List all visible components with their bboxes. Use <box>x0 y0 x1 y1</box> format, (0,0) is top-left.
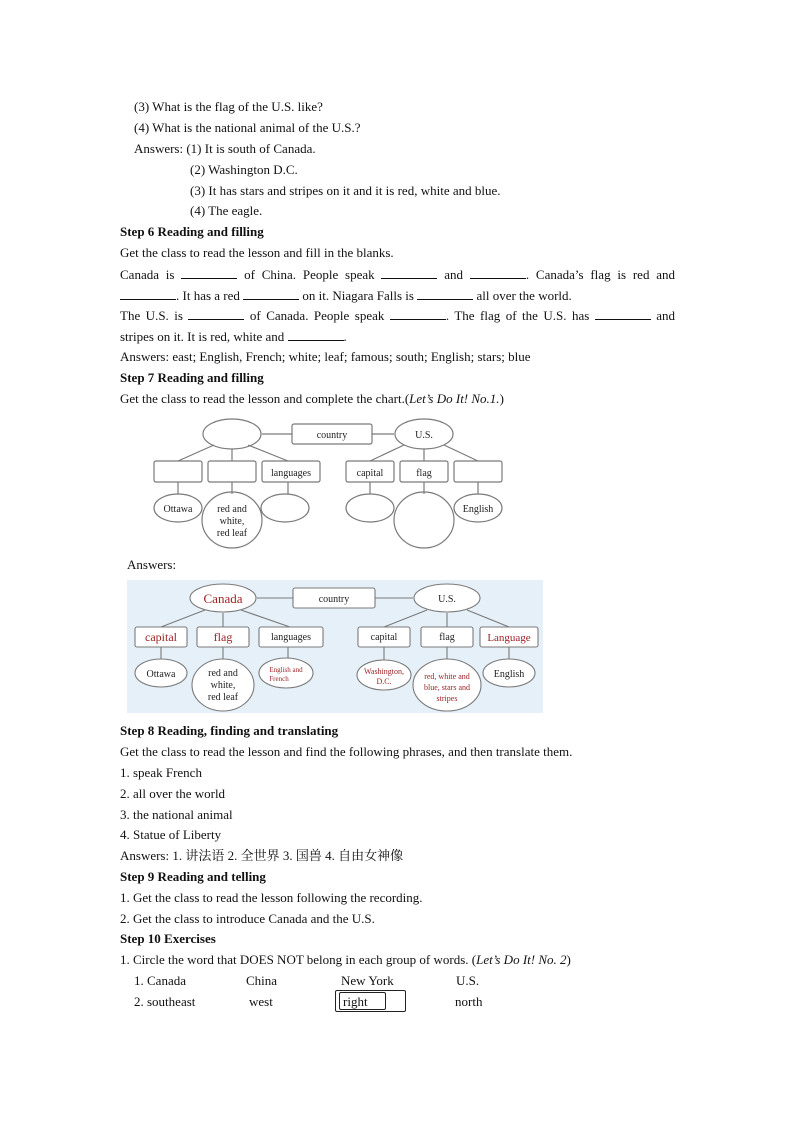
chart-label: capital <box>370 632 398 643</box>
text: and <box>444 267 464 282</box>
chart-label: English and <box>269 666 303 674</box>
text: on it. Niagara Falls is <box>302 288 414 303</box>
exercise-word: north <box>455 994 483 1009</box>
text: . The flag of the U.S. has <box>445 308 590 323</box>
chart-label: country <box>318 594 350 605</box>
chart-label: blue, stars and <box>424 683 470 692</box>
exercise-word: west <box>249 994 273 1009</box>
answer-4: (4) The eagle. <box>190 203 263 218</box>
exercise-word: China <box>246 973 278 988</box>
exercise-word: New York <box>341 973 394 988</box>
chart-label: flag <box>439 632 455 643</box>
blank <box>595 307 651 320</box>
chart-label: Washington, <box>363 667 405 676</box>
text: The U.S. is <box>120 308 183 323</box>
chart-label: white, <box>210 680 236 691</box>
chart-label: Canada <box>203 591 243 606</box>
chart-label: English <box>462 504 494 515</box>
blank <box>390 307 446 320</box>
text: . <box>343 329 347 344</box>
text: of Canada. People speak <box>249 308 385 323</box>
chart-label: French <box>269 675 289 683</box>
step10-instruction <box>120 952 571 968</box>
answer-2: (2) Washington D.C. <box>190 162 298 177</box>
chart-label: country <box>316 430 348 441</box>
blank-ellipse <box>394 492 454 548</box>
step8-item: 4. Statue of Liberty <box>120 827 222 842</box>
text: all over the world. <box>476 288 572 303</box>
connector <box>370 445 404 461</box>
step6-line1 <box>120 266 675 283</box>
step6-instruction: Get the class to read the lesson and fill in the blanks. <box>120 245 394 260</box>
connector <box>178 445 214 461</box>
blank-box <box>154 461 202 482</box>
step6-line3 <box>120 307 675 324</box>
chart-label: U.S. <box>415 430 433 441</box>
chart-label: Ottawa <box>146 669 176 680</box>
text: of China. People speak <box>244 267 375 282</box>
step8-instruction: Get the class to read the lesson and find the following phrases, and then translate them. <box>120 744 573 759</box>
chart-label: Language <box>487 632 531 644</box>
step8-item: 1. speak French <box>120 765 202 780</box>
exercise-word: 2. southeast <box>134 994 196 1009</box>
reference: Let’s Do It! No. 2 <box>476 952 567 967</box>
blank <box>188 307 244 320</box>
chart-label: capital <box>356 468 384 479</box>
text: 1. Circle the word that DOES NOT belong in each group of words. ( <box>120 952 477 967</box>
blank <box>243 287 299 300</box>
canada-blank-node <box>203 419 261 449</box>
chart-label: capital <box>145 630 177 644</box>
chart-label: languages <box>271 468 311 479</box>
blank <box>120 287 176 300</box>
blank-box <box>208 461 256 482</box>
step6-answers: Answers: east; English, French; white; leaf; famous; south; English; stars; blue <box>120 349 531 364</box>
chart-label: red and <box>208 668 238 679</box>
step8-item: 2. all over the world <box>120 786 226 801</box>
step10-heading: Step 10 Exercises <box>120 931 216 946</box>
blank <box>288 328 344 341</box>
step6-heading: Step 6 Reading and filling <box>120 224 264 239</box>
chart-label: English <box>493 669 525 680</box>
exercise-word-circled: right <box>343 994 368 1009</box>
chart-label: white, <box>219 516 245 527</box>
answer-concept-chart <box>127 580 543 713</box>
text: and <box>656 308 676 323</box>
chart-label: Ottawa <box>163 504 193 515</box>
step8-item: 3. the national animal <box>120 807 233 822</box>
connector <box>444 445 478 461</box>
step9-heading: Step 9 Reading and telling <box>120 869 266 884</box>
chart-label: red leaf <box>216 528 248 539</box>
chart-label: D.C. <box>376 677 392 686</box>
answer-1: Answers: (1) It is south of Canada. <box>134 141 316 156</box>
question-4: (4) What is the national animal of the U.S.? <box>134 120 361 135</box>
exercise-word: 1. Canada <box>134 973 186 988</box>
text: Canada is <box>120 267 175 282</box>
step8-answers: Answers: 1. 讲法语 2. 全世界 3. 国兽 4. 自由女神像 <box>120 848 404 863</box>
chart-label: U.S. <box>438 594 456 605</box>
text: . It has a red <box>176 288 240 303</box>
question-3: (3) What is the flag of the U.S. like? <box>134 99 323 114</box>
chart-label: red and <box>217 504 247 515</box>
blank <box>381 266 437 279</box>
blank <box>417 287 473 300</box>
text: Get the class to read the lesson and complete the chart.( <box>120 391 410 406</box>
blank-ellipse <box>346 494 394 522</box>
text: ) <box>499 391 504 406</box>
chart-label: flag <box>213 630 233 644</box>
blank <box>181 266 237 279</box>
blank-ellipse <box>261 494 309 522</box>
reference: Let’s Do It! No.1. <box>409 391 500 406</box>
step9-item: 2. Get the class to introduce Canada and the U.S. <box>120 911 375 926</box>
step7-instruction <box>120 391 504 407</box>
step8-heading: Step 8 Reading, finding and translating <box>120 723 339 738</box>
step9-item: 1. Get the class to read the lesson following the recording. <box>120 890 423 905</box>
step7-answers-label: Answers: <box>127 557 177 572</box>
step6-line2 <box>120 287 572 304</box>
connector <box>248 445 288 461</box>
blank-box <box>454 461 502 482</box>
chart-label: red, white and <box>424 672 470 681</box>
blank-concept-chart <box>148 414 508 550</box>
chart-label: flag <box>416 468 432 479</box>
text: stripes on it. It is red, white and <box>120 329 285 344</box>
text: . Canada’s flag is red and <box>525 267 676 282</box>
chart-label: stripes <box>436 694 458 703</box>
text: ) <box>566 952 571 967</box>
blank <box>470 266 526 279</box>
step7-heading: Step 7 Reading and filling <box>120 370 264 385</box>
chart-label: languages <box>271 632 311 643</box>
exercise-word: U.S. <box>456 973 480 988</box>
chart-label: red leaf <box>207 692 239 703</box>
step6-line4 <box>120 328 347 345</box>
answer-3: (3) It has stars and stripes on it and it is red, white and blue. <box>190 183 501 198</box>
